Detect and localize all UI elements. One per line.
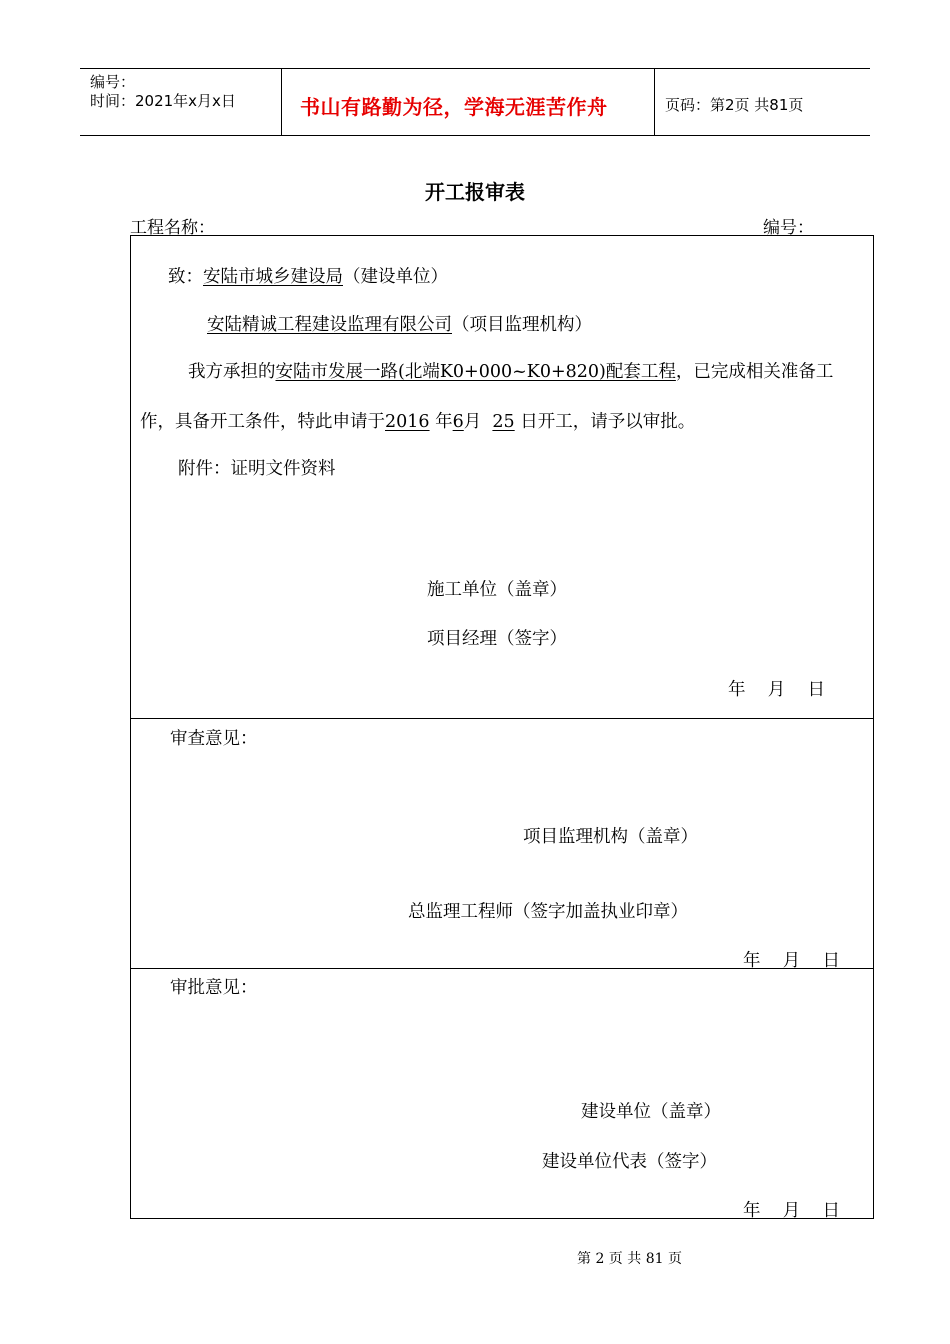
- owner-seal: 建设单位（盖章）: [581, 1102, 721, 1122]
- start-year: 2016: [385, 412, 430, 432]
- addressee-prefix: 致：: [168, 267, 203, 287]
- project-manager-sign: 项目经理（签字）: [427, 629, 567, 649]
- start-month: 6: [452, 412, 464, 432]
- project-name-label: 工程名称：: [130, 218, 215, 238]
- header-time-label: 时间：2021年x月x日: [90, 92, 236, 110]
- section-divider-review: [130, 718, 874, 719]
- contractor-seal: 施工单位（盖章）: [427, 580, 567, 600]
- chief-engineer-sign: 总监理工程师（签字加盖执业印章）: [408, 902, 688, 922]
- body-line2-suffix: 日开工，请予以审批。: [520, 412, 696, 432]
- header-bottom-rule: [80, 135, 870, 136]
- header-top-rule: [80, 68, 870, 69]
- page-footer: 第 2 页 共 81 页: [577, 1251, 682, 1267]
- addressee-unit: 安陆市城乡建设局: [203, 267, 343, 287]
- form-number-label: 编号：: [763, 218, 814, 238]
- body-suffix: ，已完成相关准备工: [675, 362, 834, 382]
- supervisor-seal: 项目监理机构（盖章）: [523, 827, 698, 847]
- supervisor-name: 安陆精诚工程建设监理有限公司: [207, 315, 452, 335]
- project-name: 安陆市发展一路(北端K0+000~K0+820)配套工程: [275, 362, 676, 382]
- owner-rep-sign: 建设单位代表（签字）: [542, 1152, 717, 1172]
- addressee-unit-role: （建设单位）: [343, 267, 448, 287]
- header-divider-right: [654, 68, 655, 135]
- application-body-line2: [140, 408, 695, 433]
- attachment-line: 附件：证明文件资料: [178, 459, 336, 479]
- approval-label: 审批意见：: [170, 978, 258, 998]
- addressee-line: [168, 263, 448, 288]
- body-prefix: 我方承担的: [188, 362, 276, 382]
- supervisor-line: [207, 311, 592, 336]
- application-date: 年 月 日: [728, 680, 826, 700]
- start-day: 25: [492, 412, 515, 432]
- header-divider-left: [281, 68, 282, 135]
- year-unit: 年: [435, 412, 453, 432]
- page-title: 开工报审表: [425, 180, 525, 204]
- review-date: 年 月 日: [743, 951, 841, 971]
- body-line2-prefix: 作，具备开工条件，特此申请于: [140, 412, 385, 432]
- header-page-info: 页码：第2页 共81页: [665, 96, 804, 114]
- month-unit: 月: [463, 412, 482, 432]
- supervisor-role: （项目监理机构）: [452, 315, 592, 335]
- approval-date: 年 月 日: [743, 1201, 841, 1221]
- header-motto: 书山有路勤为径，学海无涯苦作舟: [300, 95, 608, 119]
- header-number-label: 编号：: [90, 73, 136, 91]
- review-label: 审查意见：: [170, 729, 258, 749]
- application-body-line1: [188, 358, 833, 383]
